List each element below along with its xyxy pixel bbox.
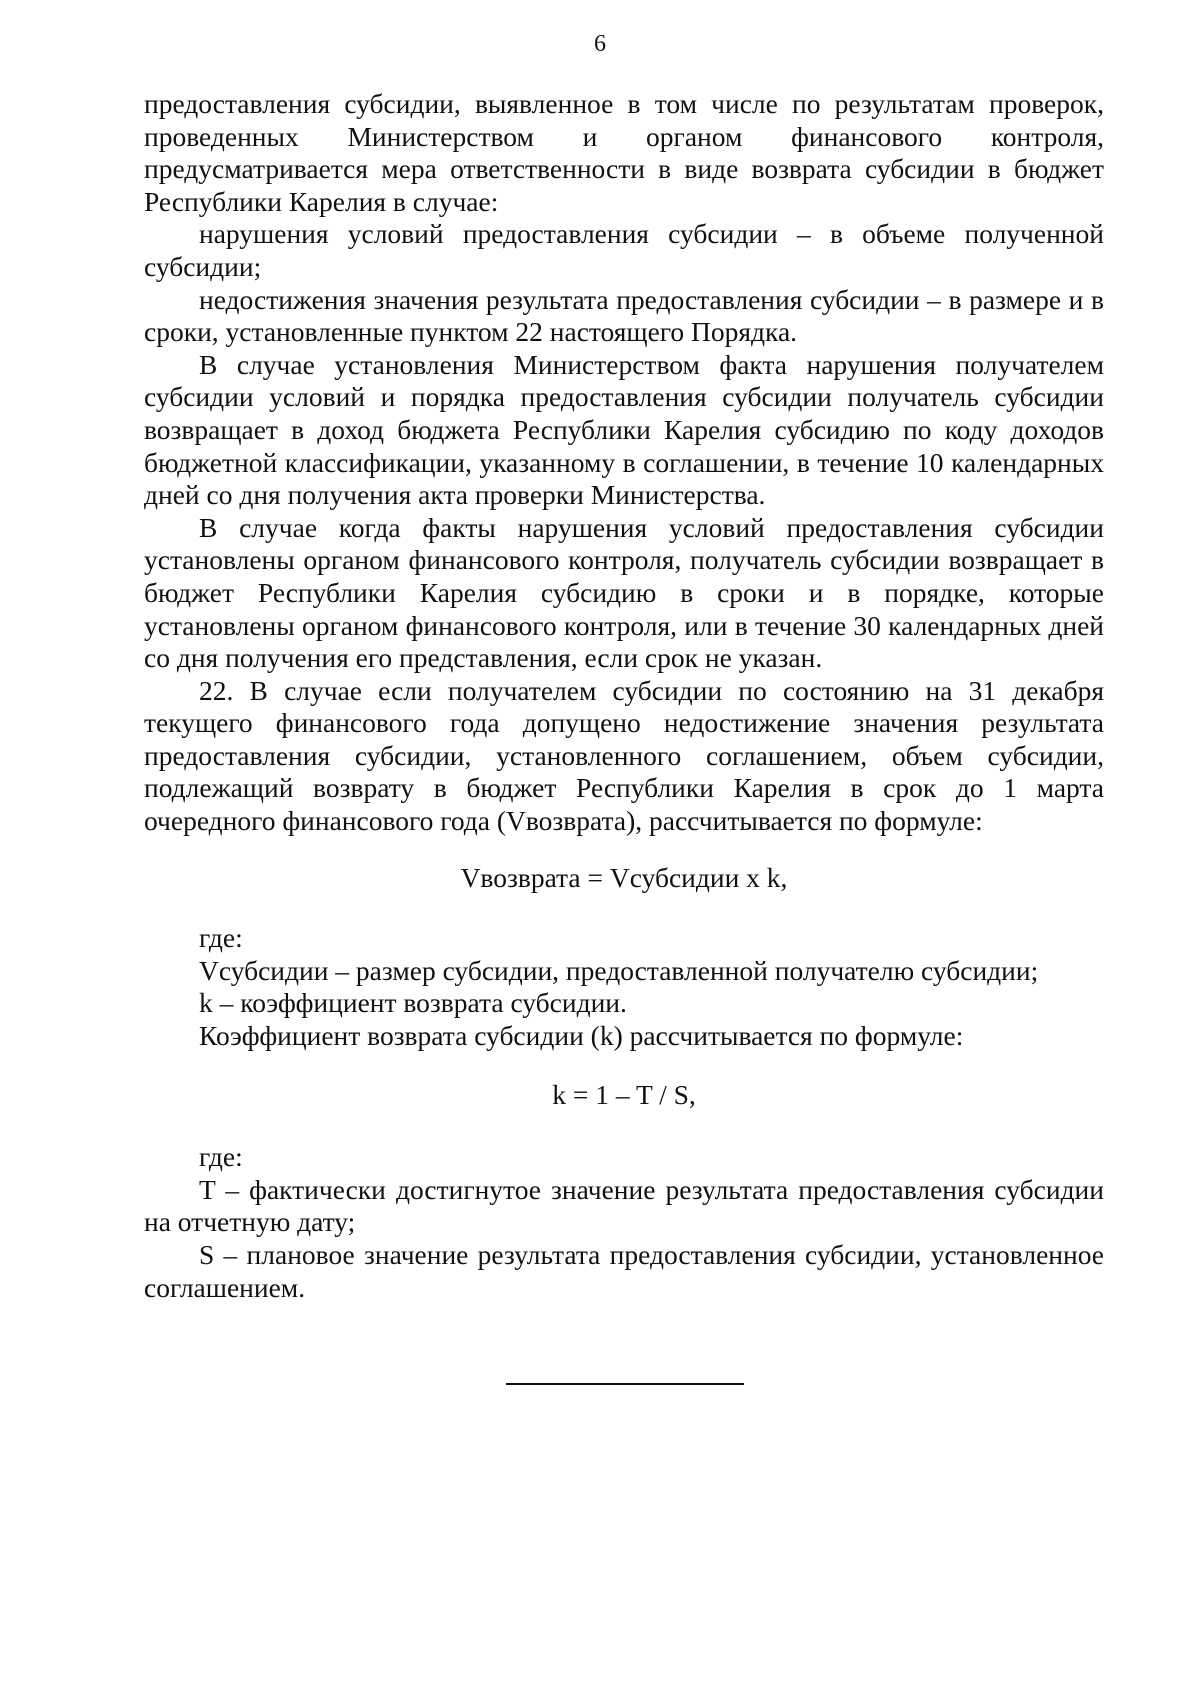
paragraph-violation: нарушения условий предоставления субсидии – в объеме полученной субсидии; [144, 218, 1104, 282]
paragraph-non-achievement: недостижения значения результата предоставления субсидии – в размере и в сроки, установленные пунктом 22 настоящего Порядка. [144, 283, 1104, 348]
paragraph-control-return: В случае когда факты нарушения условий предоставления субсидии установлены органом финансового контроля, получатель субсидии возвращает в бюджет Республики Карелия субсидию в сроки и в порядке, которые установлены органом финансового контроля, или в течение 30 календарных дней со дня получения его представления, если срок не указан. [144, 511, 1104, 674]
paragraph-ministry-return: В случае установления Министерством факта нарушения получателем субсидии условий и порядка предоставления субсидии получатель субсидии возвращает в доход бюджета Республики Карелия субсидию по коду доходов бюджетной классификации, указанному в соглашении, в течение 10 календарных дней со дня получения акта проверки Министерства. [144, 348, 1104, 511]
coefficient-intro: Коэффициент возврата субсидии (k) рассчитывается по формуле: [199, 1020, 964, 1052]
where-label-1: где: [199, 922, 243, 954]
definition-s: S – плановое значение результата предоставления субсидии, установленное соглашением. [144, 1239, 1104, 1303]
end-of-document-rule [506, 1383, 744, 1385]
definition-t: T – фактически достигнутое значение результата предоставления субсидии на отчетную дату; [144, 1173, 1104, 1238]
definition-k: k – коэффициент возврата субсидии. [199, 987, 627, 1019]
where-label-2: где: [199, 1141, 243, 1173]
paragraph-liability: предоставления субсидии, выявленное в том числе по результатам проверок, проведенных Министерством и органом финансового контроля, предусматривается мера ответственности в виде возврата субсидии в бюджет Республики Карелия в случае: [144, 88, 1104, 217]
formula-coefficient: k = 1 – T / S, [552, 1078, 696, 1110]
definition-v-subsidy: Vсубсидии – размер субсидии, предоставленной получателю субсидии; [199, 954, 1039, 986]
page-number: 6 [594, 31, 606, 57]
paragraph-clause-22: 22. В случае если получателем субсидии по состоянию на 31 декабря текущего финансового года допущено недостижение значения результата предоставления субсидии, установленного соглашением, объем субсидии, подлежащий возврату в бюджет Республики Карелия в срок до 1 марта очередного финансового года (Vвозврата), рассчитывается по формуле: [144, 674, 1104, 837]
document-body [144, 88, 1104, 1304]
formula-return-volume: Vвозврата = Vсубсидии х k, [460, 861, 788, 893]
